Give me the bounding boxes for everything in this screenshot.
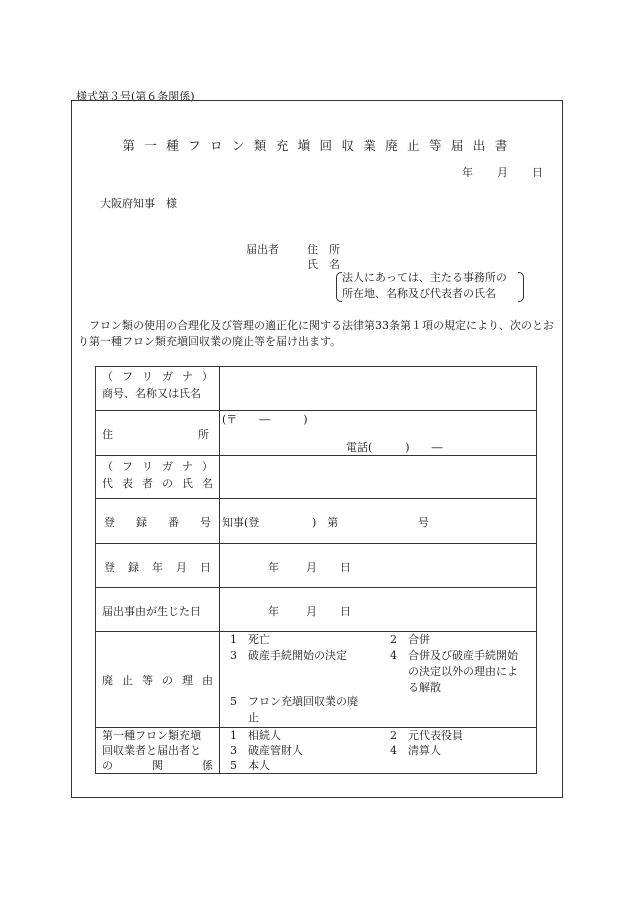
rep-label-char: 氏 [182, 477, 193, 490]
furigana-char: フ [122, 460, 133, 473]
relationship-option-3[interactable]: 3 破産管財人 [230, 744, 303, 757]
relationship-option-4[interactable]: 4 清算人 [390, 744, 441, 757]
furigana-char: ナ [182, 460, 193, 473]
reason-option-4[interactable]: 4 合併及び破産手続開始 [390, 649, 518, 662]
reason-option-4-cont: の決定以外の理由によ [408, 665, 518, 678]
event-date-year: 年 [268, 605, 279, 618]
filer-name-label: 氏 名 [307, 258, 340, 271]
reg-no-label-char: 登 [104, 516, 115, 529]
form-number-label: 様式第３号(第６条関係) [76, 90, 195, 103]
reason-label-cell [96, 632, 220, 728]
reg-date-month: 月 [306, 561, 317, 574]
reg-date-label-char: 日 [200, 561, 211, 574]
rep-label-char: 者 [142, 477, 153, 490]
relationship-label-cell [96, 728, 220, 774]
date-day-label: 日 [532, 166, 543, 179]
address-label-cell [96, 411, 220, 456]
relationship-label-line: 回収業者と届出者と [102, 744, 201, 757]
furigana-char: （ [102, 460, 113, 473]
event-date-label: 届出事由が生じた日 [102, 605, 201, 618]
phone-template: 電話( ) ― [346, 441, 443, 454]
corporate-note [338, 270, 532, 302]
registration-date-field[interactable] [220, 544, 537, 588]
relationship-option-5[interactable]: 5 本人 [230, 759, 270, 772]
addressee: 大阪府知事 様 [100, 197, 177, 210]
trade-name-label-cell [96, 367, 220, 411]
reg-date-year: 年 [268, 561, 279, 574]
representative-label-cell [96, 456, 220, 499]
reg-no-label-char: 録 [136, 516, 147, 529]
relationship-label-char: の [102, 759, 113, 772]
reason-option-3[interactable]: 3 破産手続開始の決定 [230, 649, 347, 662]
reg-date-label-char: 月 [176, 561, 187, 574]
reg-no-label-char: 番 [168, 516, 179, 529]
corporate-note-line: 法人にあっては、主たる事務所の [342, 271, 507, 284]
submission-date[interactable] [462, 164, 543, 180]
relationship-option-2[interactable]: 2 元代表役員 [390, 729, 463, 742]
furigana-char: ガ [162, 460, 173, 473]
reg-date-label-char: 登 [104, 561, 115, 574]
furigana-char: ガ [162, 370, 173, 383]
reason-label-char: 理 [182, 674, 193, 687]
registration-date-label-cell [96, 544, 220, 588]
trade-name-field[interactable] [220, 367, 537, 411]
document-title: 第一種フロン類充塡回収業廃止等届出書 [122, 138, 517, 153]
relationship-label-char: 係 [202, 759, 213, 772]
postal-code-template: (〒 ― ) [222, 413, 308, 426]
reason-label-char: 等 [142, 674, 153, 687]
filer-label: 届出者 [246, 243, 279, 256]
reg-no-prefix: 知事(登 [222, 516, 260, 529]
reg-date-label-char: 録 [128, 561, 139, 574]
reason-option-5[interactable]: 5 フロン充塡回収業の廃 [230, 695, 358, 708]
reg-no-mid: ) 第 [312, 516, 339, 529]
address-field[interactable] [220, 411, 537, 456]
address-label-char: 住 [102, 428, 113, 441]
reason-option-1[interactable]: 1 死亡 [230, 633, 270, 646]
registration-number-label-cell [96, 499, 220, 544]
date-year-label: 年 [462, 166, 473, 179]
reg-date-day: 日 [340, 561, 351, 574]
date-month-label: 月 [497, 166, 508, 179]
reason-label-char: 由 [202, 674, 213, 687]
event-date-label-cell [96, 588, 220, 632]
address-label-char: 所 [198, 428, 209, 441]
corporate-note-line: 所在地、名称及び代表者の氏名 [342, 287, 496, 300]
reg-date-label-char: 年 [152, 561, 163, 574]
furigana-char: ナ [182, 370, 193, 383]
reason-option-5-cont: 止 [248, 711, 259, 724]
registration-number-field[interactable] [220, 499, 537, 544]
furigana-char: ） [202, 460, 213, 473]
relationship-options-cell[interactable] [220, 728, 537, 774]
relationship-label-line: 第一種フロン類充塡 [102, 729, 201, 742]
reason-option-2[interactable]: 2 合併 [390, 633, 430, 646]
furigana-char: リ [142, 460, 153, 473]
rep-label-char: 表 [122, 477, 133, 490]
furigana-char: フ [122, 370, 133, 383]
reason-label-char: 止 [122, 674, 133, 687]
reason-label-char: 廃 [102, 674, 113, 687]
trade-name-label: 商号、名称又は氏名 [102, 387, 201, 400]
statement-text: フロン類の使用の合理化及び管理の適正化に関する法律第33条第１項の規定により、次のとおり第一種フロン類充塡回収業の廃止等を届け出ます。 [78, 319, 554, 348]
rep-label-char: の [162, 477, 173, 490]
event-date-day: 日 [340, 605, 351, 618]
relationship-label-char: 関 [152, 759, 163, 772]
reason-label-char: の [162, 674, 173, 687]
furigana-char: ） [202, 370, 213, 383]
reg-no-suffix: 号 [418, 516, 429, 529]
notification-table [95, 366, 537, 774]
furigana-char: リ [142, 370, 153, 383]
reg-no-label-char: 号 [200, 516, 211, 529]
furigana-char: （ [102, 370, 113, 383]
reason-options-cell[interactable] [220, 632, 537, 728]
rep-label-char: 代 [102, 477, 113, 490]
rep-label-char: 名 [202, 477, 213, 490]
event-date-month: 月 [306, 605, 317, 618]
relationship-option-1[interactable]: 1 相続人 [230, 729, 281, 742]
event-date-field[interactable] [220, 588, 537, 632]
reason-option-4-cont: る解散 [408, 681, 441, 694]
filer-address-label: 住 所 [307, 243, 340, 256]
representative-name-field[interactable] [220, 456, 537, 499]
